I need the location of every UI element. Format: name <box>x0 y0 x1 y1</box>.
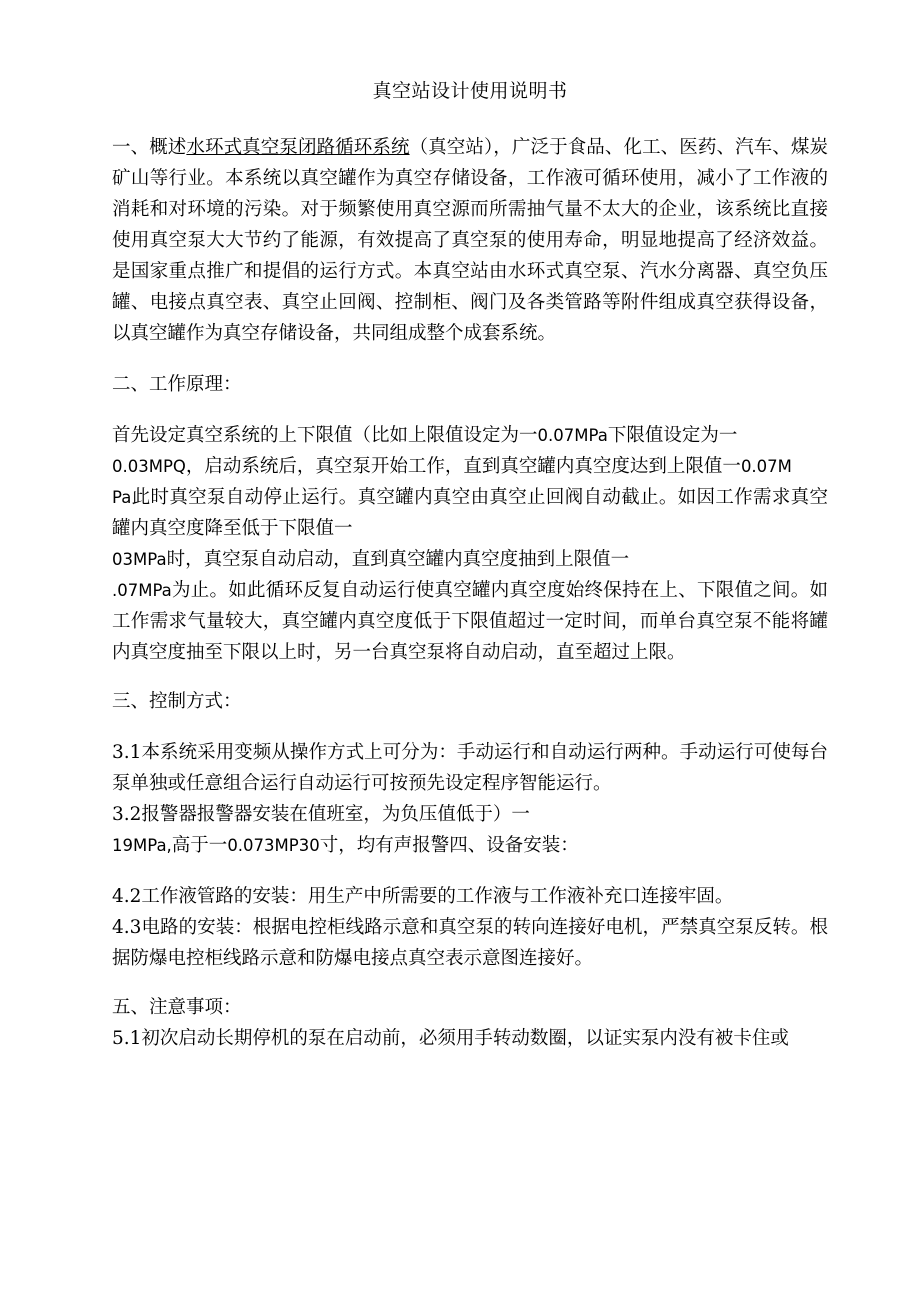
latin-run: Pa <box>112 488 132 507</box>
heading-control-mode: 三、控制方式： <box>112 691 242 712</box>
paragraph-install-42: 4.2工作液管路的安装：用生产中所需要的工作液与工作液补充口连接牢固。 <box>112 886 734 907</box>
heading-working-principle: 二、工作原理： <box>112 374 242 395</box>
latin-run: 0.07M <box>740 457 792 476</box>
paragraph-principle-2 <box>112 451 828 482</box>
page-title: 真空站设计使用说明书 <box>372 80 568 102</box>
cjk-run: 寸，均有声报警四、设备安装： <box>319 835 579 856</box>
latin-run: 0.073MP30 <box>227 836 320 855</box>
overview-text-after: （真空站），广泛于食品、化工、医药、汽车、煤炭矿山等行业。本系统以真空罐作为真空存储设备，工作液可循环使用，减小了工作液的消耗和对环境的污染。对于频繁使用真空源而所需抽气量不太大的企业，该系统比直接使用真空泵大大节约了能源，有效提高了真空泵的使用寿命，明显地提高了经济效益。是国家重点推广和提倡的运行方式。本真空站由水环式真空泵、汽水分离器、真空负压罐、电接点真空表、真空止回阀、控制柜、阀门及各类管路等附件组成真空获得设备，以真空罐作为真空存储设备，共同组成整个成套系统。 <box>112 137 828 344</box>
paragraph-principle-1 <box>112 420 828 451</box>
paragraph-control-31: 3.1本系统采用变频从操作方式上可分为：手动运行和自动运行两种。手动运行可使每台泵单独或任意组合运行自动运行可按预先设定程序智能运行。 <box>112 742 828 794</box>
cjk-run: 3.2报警器报警器安装在值班室，为负压值低于）一 <box>112 804 530 825</box>
cjk-run: 此时真空泵自动停止运行。真空罐内真空由真空止回阀自动截止。如因工作需求真空罐内真空度降至低于下限值一 <box>112 487 828 539</box>
cjk-run: 为止。如此循环反复自动运行使真空罐内真空度始终保持在上、下限值之间。如工作需求气量较大，真空罐内真空度低于下限值超过一定时间，而单台真空泵不能将罐内真空度抽至下限以上时，另一台真空泵将自动启动，直至超过上限。 <box>112 580 828 663</box>
latin-run: 0.03MPQ <box>112 457 186 476</box>
paragraph-control-32b <box>112 830 828 861</box>
paragraph-principle-5 <box>112 575 828 668</box>
overview-underlined-term: 水环式真空泵闭路循环系统 <box>186 137 410 158</box>
paragraph-overview <box>112 132 828 349</box>
cjk-run: 时，真空泵自动启动，直到真空罐内真空度抽到上限值一 <box>166 549 630 570</box>
cjk-run: 首先设定真空系统的上下限值（比如上限值设定为一 <box>112 425 538 446</box>
latin-run: .07MPa <box>112 581 172 600</box>
latin-run: 19MPa, <box>112 836 172 855</box>
paragraph-notes-51: 5.1初次启动长期停机的泵在启动前，必须用手转动数圈，以证实泵内没有被卡住或 <box>112 1028 789 1049</box>
latin-run: 03MPa <box>112 550 167 569</box>
paragraph-control-32 <box>112 799 828 830</box>
paragraph-principle-3 <box>112 482 828 544</box>
paragraph-install-43: 4.3电路的安装：根据电控柜线路示意和真空泵的转向连接好电机，严禁真空泵反转。根据防爆电控柜线路示意和防爆电接点真空表示意图连接好。 <box>112 917 828 969</box>
cjk-run: ，启动系统后，真空泵开始工作，直到真空罐内真空度达到上限值一 <box>185 456 741 477</box>
latin-run: 0.07MPa <box>537 426 608 445</box>
cjk-run: 高于一 <box>171 835 228 856</box>
paragraph-principle-4 <box>112 544 828 575</box>
heading-notes: 五、注意事项： <box>112 997 242 1018</box>
cjk-run: 下限值设定为一 <box>607 425 738 446</box>
overview-text-before: 一、概述 <box>112 137 187 158</box>
